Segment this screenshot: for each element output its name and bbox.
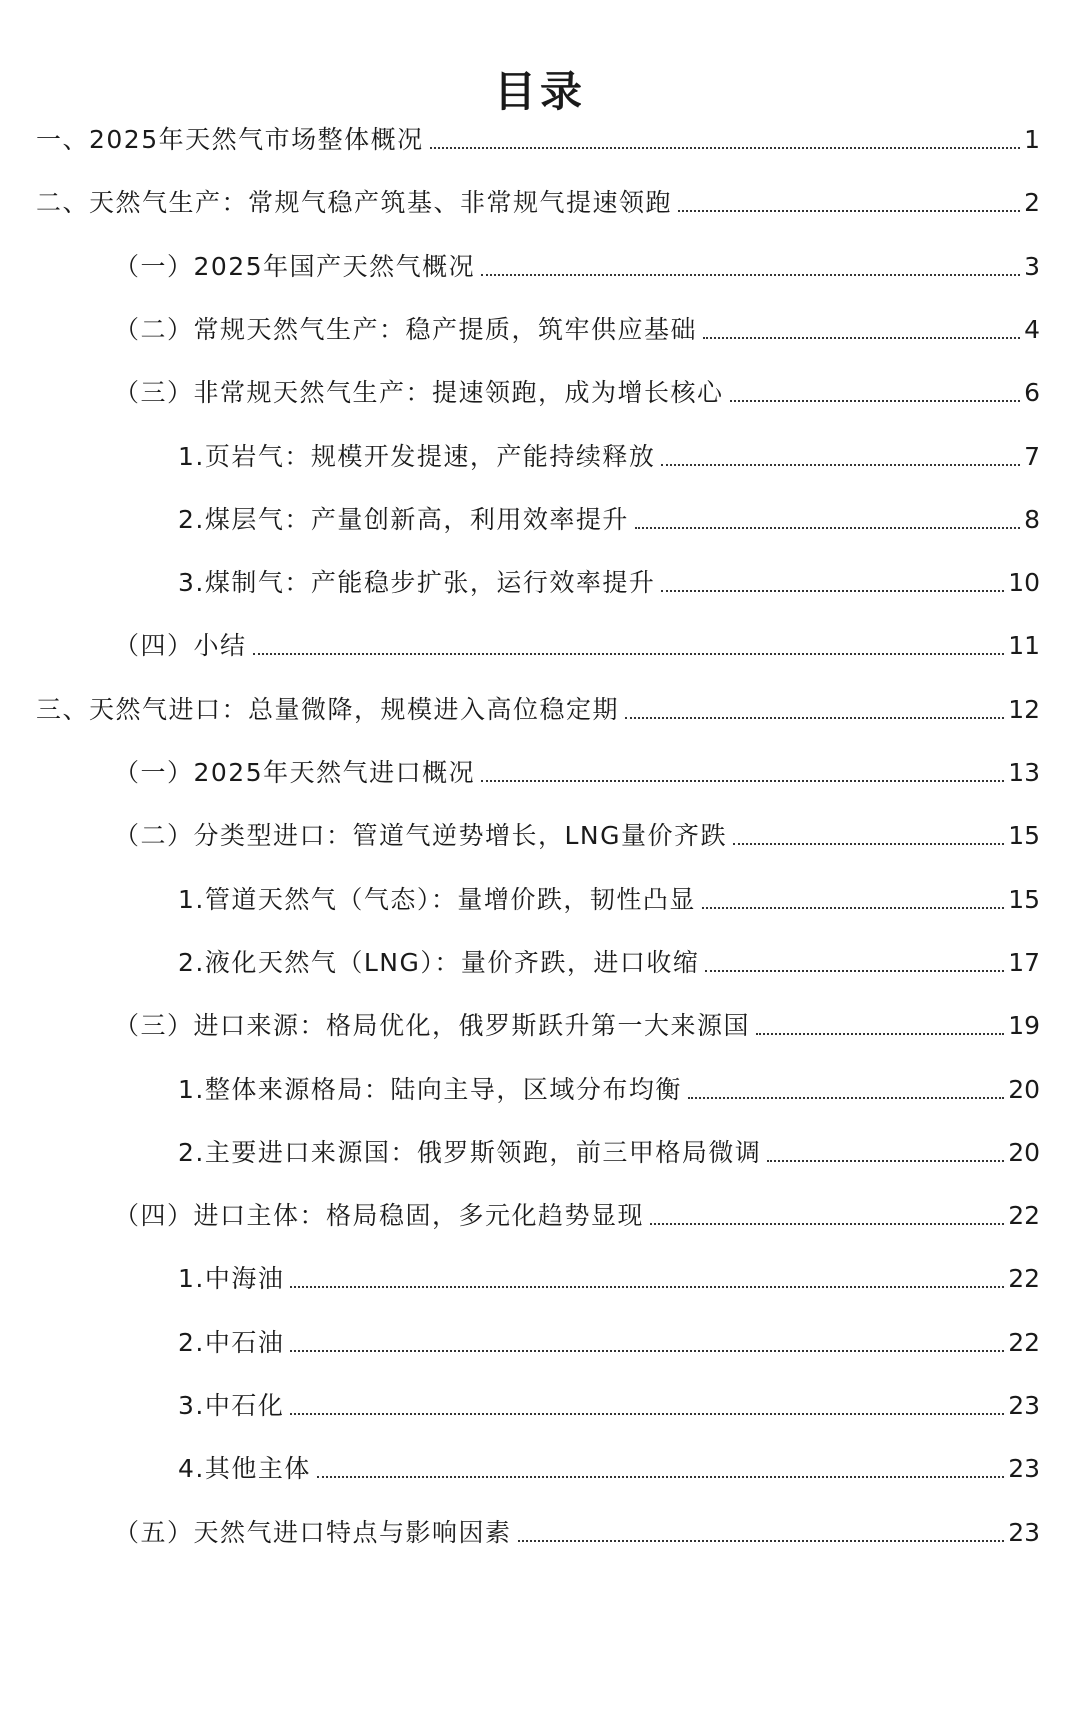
toc-entry[interactable] <box>114 245 1040 285</box>
toc-page-number: 15 <box>1008 821 1040 851</box>
toc-entry-text: （二）分类型进口：管道气逆势增长，LNG量价齐跌 <box>114 821 728 851</box>
toc-entry-text: （三）进口来源：格局优化，俄罗斯跃升第一大来源国 <box>114 1011 751 1041</box>
toc-entry-text: 2.中石油 <box>178 1327 285 1357</box>
toc-entry[interactable] <box>114 814 1040 854</box>
toc-leader-dots <box>756 1033 1004 1035</box>
toc-leader-dots <box>661 464 1020 466</box>
toc-leader-dots <box>703 337 1020 339</box>
toc-entry-text: 2.液化天然气（LNG）：量价齐跌，进口收缩 <box>178 947 700 977</box>
toc-entry[interactable] <box>36 118 1040 158</box>
toc-entry[interactable] <box>178 1321 1040 1361</box>
toc-page-number: 1 <box>1024 125 1040 154</box>
toc-entry-text: 1.中海油 <box>178 1264 285 1294</box>
toc-page-number: 7 <box>1024 441 1040 471</box>
toc-leader-dots <box>518 1540 1005 1542</box>
toc-entry-text: （三）非常规天然气生产：提速领跑，成为增长核心 <box>114 378 724 408</box>
toc-entry-text: 1.页岩气：规模开发提速，产能持续释放 <box>178 441 656 471</box>
toc-entry-text: （一）2025年天然气进口概况 <box>114 758 476 787</box>
toc-page-number: 19 <box>1008 1011 1040 1041</box>
toc-entry-text: 3.中石化 <box>178 1391 285 1420</box>
toc-page-number: 20 <box>1008 1137 1040 1167</box>
toc-entry-text: 2.主要进口来源国：俄罗斯领跑，前三甲格局微调 <box>178 1137 762 1167</box>
toc-page-number: 2 <box>1024 188 1040 218</box>
toc-entry[interactable] <box>114 624 1040 664</box>
toc-entry[interactable] <box>178 1384 1040 1424</box>
toc-page-number: 15 <box>1008 884 1040 914</box>
toc-entry-text: 4.其他主体 <box>178 1454 311 1484</box>
toc-page-number: 11 <box>1008 631 1040 661</box>
toc-page-number: 22 <box>1008 1264 1040 1294</box>
toc-entry[interactable] <box>114 1004 1040 1044</box>
toc-entry-text: 2.煤层气：产量创新高，利用效率提升 <box>178 504 629 534</box>
toc-entry[interactable] <box>114 751 1040 791</box>
toc-leader-dots <box>430 147 1020 149</box>
toc-entry[interactable] <box>178 941 1040 981</box>
toc-leader-dots <box>688 1097 1004 1099</box>
toc-entry-text: 三、天然气进口：总量微降，规模进入高位稳定期 <box>36 694 620 724</box>
toc-page-number: 22 <box>1008 1327 1040 1357</box>
toc-entry[interactable] <box>36 181 1040 221</box>
toc-page-number: 23 <box>1008 1517 1040 1547</box>
toc-page-number: 3 <box>1024 251 1040 281</box>
toc-entry[interactable] <box>114 308 1040 348</box>
toc-page-number: 20 <box>1008 1074 1040 1104</box>
toc-leader-dots <box>290 1413 1004 1415</box>
toc-leader-dots <box>730 400 1021 402</box>
toc-leader-dots <box>253 653 1005 655</box>
toc-page-number: 22 <box>1008 1201 1040 1231</box>
toc-leader-dots <box>290 1286 1004 1288</box>
toc-entry-text: 二、天然气生产：常规气稳产筑基、非常规气提速领跑 <box>36 188 673 218</box>
toc-entry-text: （四）小结 <box>114 631 247 661</box>
toc-page-number: 13 <box>1008 758 1040 787</box>
toc-leader-dots <box>702 907 1004 909</box>
toc-entry[interactable] <box>178 1447 1040 1487</box>
toc-page-number: 10 <box>1008 568 1040 598</box>
toc-leader-dots <box>705 970 1004 972</box>
toc-entry-text: （二）常规天然气生产：稳产提质，筑牢供应基础 <box>114 314 698 344</box>
toc-title: 目录 <box>493 67 586 117</box>
toc-page-number: 23 <box>1008 1454 1040 1484</box>
toc-entry-text: 1.整体来源格局：陆向主导，区域分布均衡 <box>178 1074 682 1104</box>
toc-entry[interactable] <box>178 878 1040 918</box>
toc-leader-dots <box>290 1350 1004 1352</box>
toc-page-number: 4 <box>1024 314 1040 344</box>
toc-page-number: 17 <box>1008 947 1040 977</box>
toc-entry[interactable] <box>114 371 1040 411</box>
toc-entry-text: （五）天然气进口特点与影响因素 <box>114 1517 512 1547</box>
toc-leader-dots <box>661 590 1004 592</box>
toc-leader-dots <box>481 780 1004 782</box>
toc-page-number: 23 <box>1008 1391 1040 1420</box>
toc-entry-text: 3.煤制气：产能稳步扩张，运行效率提升 <box>178 568 656 598</box>
toc-leader-dots <box>625 717 1004 719</box>
toc-entry[interactable] <box>36 688 1040 728</box>
toc-entry[interactable] <box>178 1257 1040 1297</box>
toc-leader-dots <box>678 210 1020 212</box>
toc-leader-dots <box>767 1160 1004 1162</box>
toc-page-number: 6 <box>1024 378 1040 408</box>
toc-entry-text: （一）2025年国产天然气概况 <box>114 251 476 281</box>
toc-leader-dots <box>733 843 1004 845</box>
toc-page-number: 12 <box>1008 694 1040 724</box>
toc-leader-dots <box>317 1476 1004 1478</box>
toc-entry[interactable] <box>178 498 1040 538</box>
toc-entry[interactable] <box>178 1068 1040 1108</box>
toc-entry-text: （四）进口主体：格局稳固，多元化趋势显现 <box>114 1201 645 1231</box>
toc-entry[interactable] <box>178 435 1040 475</box>
toc-leader-dots <box>481 274 1020 276</box>
toc-entry[interactable] <box>114 1511 1040 1551</box>
toc-entry-text: 1.管道天然气（气态）：量增价跌，韧性凸显 <box>178 884 696 914</box>
toc-page-number: 8 <box>1024 504 1040 534</box>
toc-entry[interactable] <box>178 1131 1040 1171</box>
toc-entry-text: 一、2025年天然气市场整体概况 <box>36 125 424 154</box>
toc-leader-dots <box>650 1223 1004 1225</box>
toc-entry[interactable] <box>178 561 1040 601</box>
toc-entry[interactable] <box>114 1194 1040 1234</box>
toc-leader-dots <box>635 527 1020 529</box>
